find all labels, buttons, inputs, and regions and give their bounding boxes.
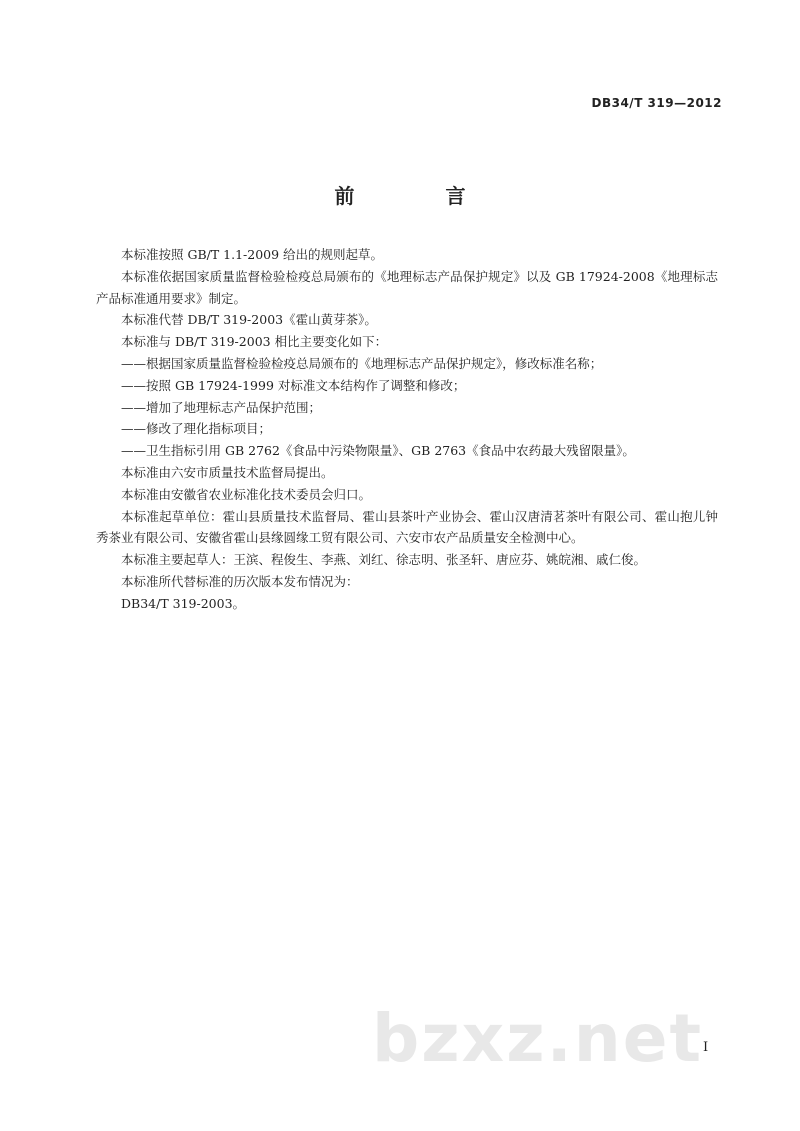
change-item: ——增加了地理标志产品保护范围； — [121, 399, 322, 415]
page-title: 前 言 — [334, 184, 508, 208]
paragraph: 本标准由六安市质量技术监督局提出。 — [121, 464, 334, 480]
paragraph: 本标准依据国家质量监督检验检疫总局颁布的《地理标志产品保护规定》以及 GB 17924-2008《地理标志产品标准通用要求》制定。 — [96, 268, 718, 306]
change-item: ——卫生指标引用 GB 2762《食品中污染物限量》、GB 2763《食品中农药最大残留限量》。 — [121, 443, 635, 459]
paragraph: 本标准所代替标准的历次版本发布情况为： — [121, 573, 359, 589]
paragraph: 本标准主要起草人：王滨、程俊生、李燕、刘红、徐志明、张圣轩、唐应芬、姚皖湘、戚仁俊。 — [121, 552, 647, 568]
change-item: ——修改了理化指标项目； — [121, 421, 272, 437]
change-item: ——根据国家质量监督检验检疫总局颁布的《地理标志产品保护规定》，修改标准名称； — [121, 355, 603, 371]
paragraph: 本标准起草单位：霍山县质量技术监督局、霍山县茶叶产业协会、霍山汉唐清茗茶叶有限公司、霍山抱儿钟秀茶业有限公司、安徽省霍山县缘圆缘工贸有限公司、六安市农产品质量安全检测中心。 — [96, 508, 718, 546]
watermark: bzxz.net — [372, 1000, 704, 1077]
foreword-body — [96, 244, 718, 615]
paragraph: 本标准代替 DB/T 319-2003《霍山黄芽茶》。 — [121, 312, 377, 328]
paragraph: DB34/T 319-2003。 — [121, 595, 246, 611]
paragraph: 本标准由安徽省农业标准化技术委员会归口。 — [121, 486, 372, 502]
paragraph: 本标准按照 GB/T 1.1-2009 给出的规则起草。 — [121, 247, 384, 262]
page-number: I — [703, 1040, 709, 1055]
change-item: ——按照 GB 17924-1999 对标准文本结构作了调整和修改； — [121, 377, 466, 393]
paragraph: 本标准与 DB/T 319-2003 相比主要变化如下： — [121, 334, 388, 350]
document-id: DB34/T 319—2012 — [591, 96, 722, 110]
